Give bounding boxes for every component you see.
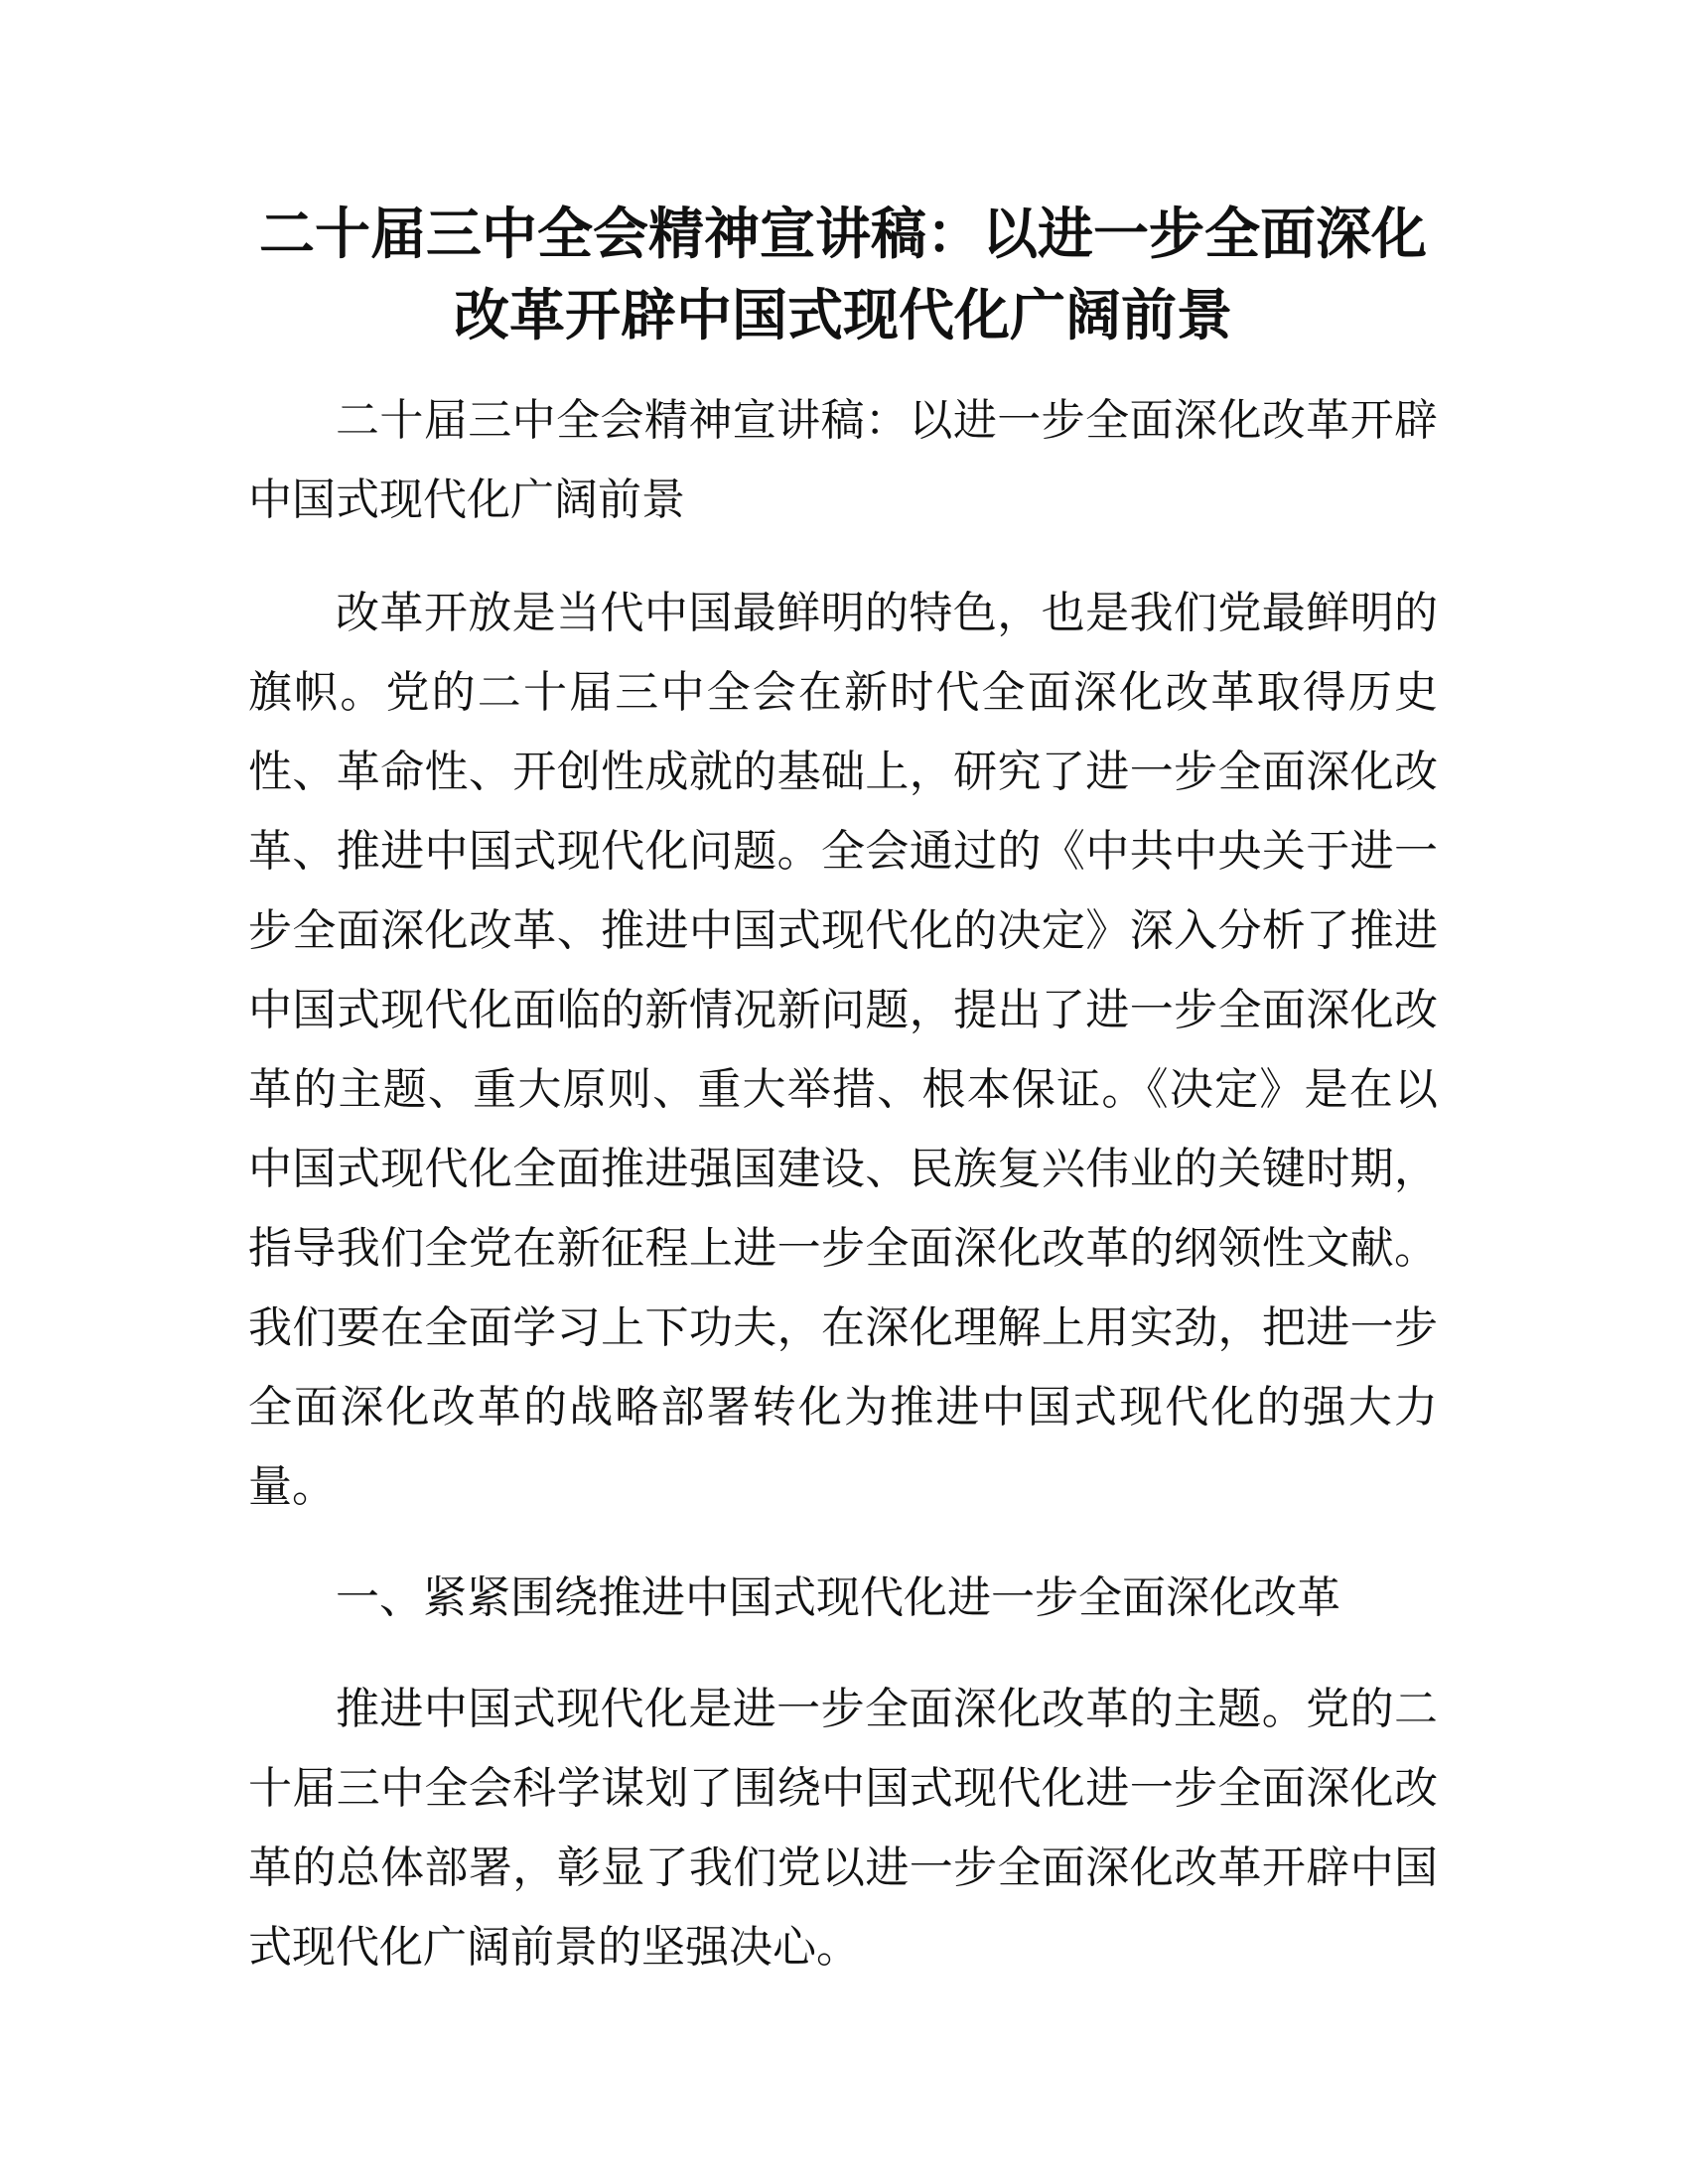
document-content (248, 195, 1438, 1987)
subtitle-paragraph: 二十届三中全会精神宣讲稿：以进一步全面深化改革开辟中国式现代化广阔前景 (248, 395, 1438, 525)
intro-paragraph: 改革开放是当代中国最鲜明的特色，也是我们党最鲜明的旗帜。党的二十届三中全会在新时代全面深化改革取得历史性、革命性、开创性成就的基础上，研究了进一步全面深化改革、推进中国式现代化问题。全会通过的《中共中央关于进一步全面深化改革、推进中国式现代化的决定》深入分析了推进中国式现代化面临的新情况新问题，提出了进一步全面深化改革的主题、重大原则、重大举措、根本保证。《决定》是在以中国式现代化全面推进强国建设、民族复兴伟业的关键时期，指导我们全党在新征程上进一步全面深化改革的纲领性文献。我们要在全面学习上下功夫，在深化理解上用实劲，把进一步全面深化改革的战略部署转化为推进中国式现代化的强大力量。 (248, 588, 1438, 1512)
section-heading: 一、紧紧围绕推进中国式现代化进一步全面深化改革 (336, 1572, 1340, 1623)
document-title: 二十届三中全会精神宣讲稿：以进一步全面深化改革开辟中国式现代化广阔前景 (259, 203, 1427, 348)
section-paragraph: 推进中国式现代化是进一步全面深化改革的主题。党的二十届三中全会科学谋划了围绕中国式现代化进一步全面深化改革的总体部署，彰显了我们党以进一步全面深化改革开辟中国式现代化广阔前景的坚强决心。 (248, 1684, 1438, 1973)
